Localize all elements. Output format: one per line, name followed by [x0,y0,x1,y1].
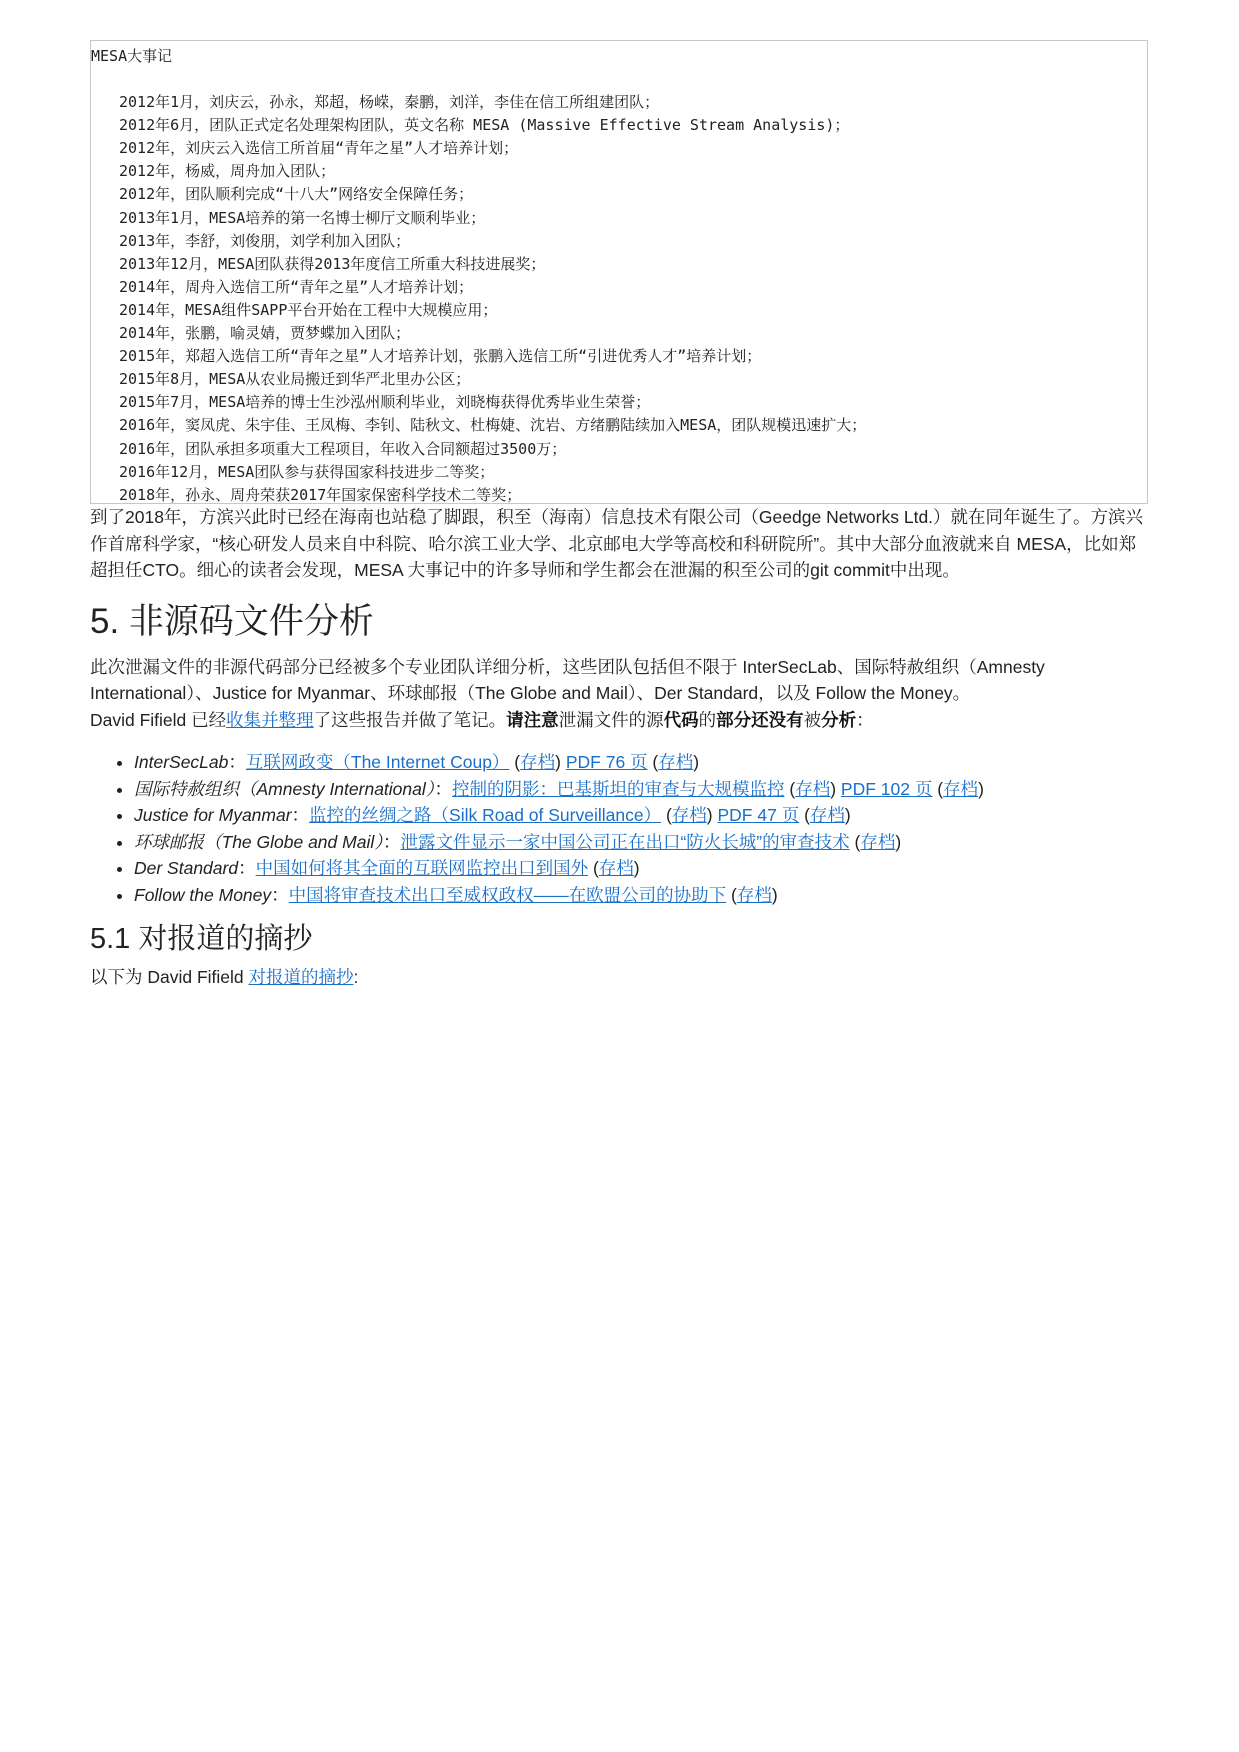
separator: ： [238,858,256,878]
separator: ： [382,831,401,852]
code-line: 2015年，郑超入选信工所“青年之星”人才培养计划，张鹏入选信工所“引进优秀人才”培养计划； [119,347,762,366]
report-title-link[interactable]: 控制的阴影：巴基斯坦的审查与大规模监控 [452,778,785,799]
code-line: 2018年，孙永、周舟荣获2017年国家保密科学技术二等奖； [119,485,522,504]
paragraph-fifield-note [90,707,1148,734]
report-list [90,749,1148,908]
report-source: Justice for Myanmar [134,805,292,825]
pdf-link[interactable]: PDF 102 页 [840,778,933,799]
note-text-3: 的 [698,709,717,730]
report-title-link[interactable]: 中国将审查技术出口至威权政权——在欧盟公司的协助下 [288,884,727,905]
archive-link[interactable]: 存档 [520,752,556,772]
article-page [90,40,1148,991]
separator: ： [434,778,453,799]
code-line: 2016年，团队承担多项重大工程项目，年收入合同额超过3500万； [119,439,567,458]
report-title-link[interactable]: 互联网政变（The Internet Coup） [245,752,510,772]
report-title-link[interactable]: 中国如何将其全面的互联网监控出口到国外 [255,858,589,878]
code-line: 2016年12月，MESA团队参与获得国家科技进步二等奖； [119,462,495,481]
code-line: 2013年，李舒，刘俊朋，刘学利加入团队； [119,231,411,250]
code-line: 2014年，周舟入选信工所“青年之星”人才培养计划； [119,277,474,296]
report-source: Follow the Money [134,884,272,905]
code-line: 2013年12月，MESA团队获得2013年度信工所重大科技进展奖； [119,254,546,273]
separator: ： [291,805,310,825]
code-line: 2015年8月，MESA从农业局搬迁到华严北里办公区； [119,370,471,389]
note-text-4: 被 [803,709,822,730]
note-bold-4: 分析 [821,709,857,730]
excerpt-end: : [353,967,359,987]
code-line: 2012年，刘庆云入选信工所首届“青年之星”人才培养计划； [119,139,519,158]
excerpt-prefix: 以下为 David Fifield [90,967,249,987]
list-item: • 国际特赦组织（Amnesty International）：控制的阴影：巴基斯坦的审查与大规模监控 (存档) PDF 102 页 (存档) [134,776,1148,803]
report-source: 国际特赦组织（Amnesty International） [134,778,435,799]
paragraph-section5-intro: 此次泄漏文件的非源代码部分已经被多个专业团队详细分析，这些团队包括但不限于 InterSecLab、国际特赦组织（Amnesty International）、Justice for Myanmar、环球邮报（The Globe and Mail）、Der Standard，以及 Follow the Money。 [90,656,1045,703]
excerpt-link[interactable]: 对报道的摘抄 [248,967,354,987]
code-line: 2015年7月，MESA培养的博士生沙泓州顺利毕业，刘晓梅获得优秀毕业生荣誉； [119,393,651,412]
code-lines [91,91,1147,504]
code-line: 2012年6月，团队正式定名处理架构团队，英文名称 MESA (Massive Effective Stream Analysis)； [119,116,850,135]
note-bold-1: 请注意 [506,709,559,730]
note-text-2: 的源 [628,709,664,730]
report-source: InterSecLab [134,752,229,772]
note-mid: 了这些报告并做了笔记。 [313,709,507,730]
note-text-1: 泄漏文件 [558,709,629,730]
pdf-link[interactable]: PDF 47 页 [717,805,800,825]
code-block-mesa-timeline [90,40,1148,504]
pdf-link[interactable]: PDF 76 页 [565,752,648,772]
archive-link[interactable]: 存档 [736,884,772,905]
section-5-1-heading: 5.1 对报道的摘抄 [90,923,313,955]
paragraph-geedge-founding: 到了2018年，方滨兴此时已经在海南也站稳了脚跟，积至（海南）信息技术有限公司（Geedge Networks Ltd.）就在同年诞生了。方滨兴作首席科学家，“核心研发人员来自中科院、哈尔滨工业大学、北京邮电大学等高校和科研院所”。其中大部分血液就来自 MESA，比如郑超担任CTO。细心的读者会发现，MESA 大事记中的许多导师和学生都会在泄漏的积至公司的git commit中出现。 [90,507,1144,580]
note-bold-2: 代码 [663,709,699,730]
note-end: ： [856,709,874,730]
code-line: 2016年，窦凤虎、朱宇佳、王凤梅、李钊、陆秋文、杜梅婕、沈岩、方绪鹏陆续加入MESA，团队规模迅速扩大； [119,416,867,435]
archive-link[interactable]: 存档 [809,805,845,825]
report-title-link[interactable]: 监控的丝绸之路（Silk Road of Surveillance） [309,805,662,825]
code-line: 2012年1月，刘庆云，孙永，郑超，杨嵘，秦鹏，刘洋，李佳在信工所组建团队； [119,93,660,112]
archive-link[interactable]: 存档 [943,778,979,799]
code-line: 2013年1月，MESA培养的第一名博士柳厅文顺利毕业； [119,208,486,227]
archive-link[interactable]: 存档 [795,778,831,799]
collected-notes-link[interactable]: 收集并整理 [226,709,314,730]
paragraph-excerpt-intro [90,964,1148,991]
list-item: • Follow the Money：中国将审查技术出口至威权政权——在欧盟公司的协助下 (存档) [134,882,1148,909]
separator: ： [228,752,246,772]
note-prefix: David Fifield 已经 [90,709,227,730]
report-source: Der Standard [134,858,239,878]
list-item: • 环球邮报（The Globe and Mail）：泄露文件显示一家中国公司正在出口“防火长城”的审查技术 (存档) [134,829,1148,856]
report-source: 环球邮报（The Globe and Mail） [134,831,383,852]
list-item: • Justice for Myanmar：监控的丝绸之路（Silk Road of Surveillance） (存档) PDF 47 页 (存档) [134,802,1148,829]
code-line: 2012年，杨威，周舟加入团队； [119,162,336,181]
code-line: 2014年，张鹏，喻灵婧，贾梦蝶加入团队； [119,324,411,343]
archive-link[interactable]: 存档 [598,858,634,878]
code-block-title: MESA大事记 [91,47,173,65]
section-5-heading: 5. 非源码文件分析 [90,601,374,641]
list-item: • Der Standard：中国如何将其全面的互联网监控出口到国外 (存档) [134,855,1148,882]
list-item: • InterSecLab：互联网政变（The Internet Coup） (存档) PDF 76 页 (存档) [134,749,1148,776]
archive-link[interactable]: 存档 [671,805,707,825]
archive-link[interactable]: 存档 [658,752,694,772]
code-line: 2012年，团队顺利完成“十八大”网络安全保障任务； [119,185,474,204]
note-bold-3: 部分还没有 [716,709,804,730]
separator: ： [271,884,289,905]
archive-link[interactable]: 存档 [860,831,896,852]
code-line: 2014年，MESA组件SAPP平台开始在工程中大规模应用； [119,300,498,319]
report-title-link[interactable]: 泄露文件显示一家中国公司正在出口“防火长城”的审查技术 [400,831,850,852]
